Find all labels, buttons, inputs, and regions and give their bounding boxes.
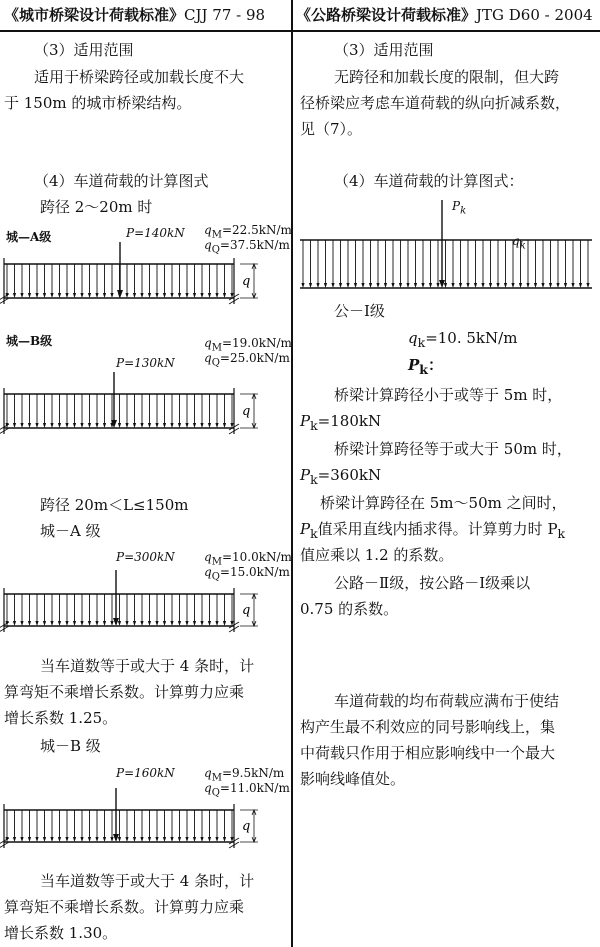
diagram-a-qQ: $q_Q=37.5kN/m$ (204, 238, 290, 256)
diagram-b-load (0, 358, 290, 440)
left-note1-l1: 当车道数等于或大于 4 条时，计 (40, 657, 255, 675)
right-qk-value: $q_k=10$. 5kN/m (408, 329, 518, 350)
right-dist-l3: 中荷载只作用于相应影响线中一个最大 (300, 744, 556, 762)
right-dist-l2: 构产生最不利效应的同号影响线上，集 (300, 718, 556, 736)
left-note2-l3: 增长系数 1.30。 (4, 924, 118, 942)
right-Pk-label: $P_k$： (408, 356, 443, 377)
dim-q-label: q (242, 274, 251, 289)
right-dist-l4: 影响线峰值处。 (300, 770, 406, 788)
dim-q-label: q (242, 603, 251, 618)
right-r3-l3: 值应乘以 1.2 的系数。 (300, 546, 454, 564)
right-diagram-load (292, 196, 600, 292)
right-header (296, 0, 593, 30)
right-r1-val: $P_k=180kN$ (300, 412, 382, 433)
point-load-head (439, 280, 445, 288)
right-s4-title: （4）车道荷载的计算图式： (334, 172, 524, 190)
right-g2-l1: 公路－Ⅱ级，按公路－Ⅰ级乘以 (334, 574, 531, 592)
right-header-title: 《公路桥梁设计荷载标准》 (296, 6, 477, 24)
right-header-code: JTG D60 - 2004 (476, 6, 593, 24)
right-grade1: 公－Ⅰ级 (334, 302, 385, 320)
diagram-b-qM: $q_M=19.0kN/m$ (204, 336, 292, 354)
point-load-head (117, 290, 123, 298)
diagram-a-qM: $q_M=22.5kN/m$ (204, 223, 292, 241)
right-s3-p3: 见（7）。 (300, 120, 363, 138)
left-note1-l3: 增长系数 1.25。 (4, 709, 118, 727)
diagram-a2-grade: 城－A 级 (40, 522, 101, 540)
left-note2-l2: 算弯矩不乘增长系数。计算剪力应乘 (4, 898, 245, 916)
diagram-b2-qQ: $q_Q=11.0kN/m$ (204, 781, 290, 799)
header-rule (0, 30, 600, 32)
diagram-a2-P: P=300kN (116, 550, 175, 564)
diagram-a-load (0, 238, 290, 310)
right-r3-l1: 桥梁计算跨径在 5m～50m 之间时， (320, 494, 567, 512)
right-r2-val: $P_k=360kN$ (300, 466, 382, 487)
left-note2-l1: 当车道数等于或大于 4 条时，计 (40, 872, 255, 890)
right-diagram-qk: $q_k$ (512, 234, 526, 252)
diagram-b-grade: 城—B级 (6, 334, 53, 348)
right-r1: 桥梁计算跨径小于或等于 5m 时， (334, 386, 563, 404)
right-s3-p1: 无跨径和加载长度的限制，但大跨 (334, 68, 560, 86)
left-span2: 跨径 20m＜L≤150m (40, 496, 189, 514)
left-note1-l2: 算弯矩不乘增长系数。计算剪力应乘 (4, 683, 245, 701)
diagram-b2-qM: $q_M=9.5kN/m$ (204, 766, 285, 784)
left-s4-title: （4）车道荷载的计算图式 (34, 172, 209, 190)
left-s3-p1: 适用于桥梁跨径或加载长度不大 (34, 68, 245, 86)
diagram-a2-load (0, 568, 290, 636)
dim-q-label: q (242, 404, 251, 419)
column-divider (291, 0, 293, 947)
left-s3-title: （3）适用范围 (34, 41, 134, 59)
right-r2: 桥梁计算跨径等于或大于 50m 时， (334, 440, 572, 458)
diagram-a-P: P=140kN (126, 226, 185, 240)
diagram-b2-load (0, 784, 290, 856)
left-header (4, 0, 265, 30)
right-s3-title: （3）适用范围 (334, 41, 434, 59)
right-dist-l1: 车道荷载的均布荷载应满布于使结 (334, 692, 560, 710)
left-header-title: 《城市桥梁设计荷载标准》 (4, 6, 185, 24)
diagram-b2-P: P=160kN (116, 766, 175, 780)
left-span1: 跨径 2～20m 时 (40, 198, 153, 216)
diagram-b2-grade: 城－B 级 (40, 737, 101, 755)
diagram-a-grade: 城—A级 (6, 230, 52, 244)
point-load-head (113, 834, 119, 842)
diagram-b-qQ: $q_Q=25.0kN/m$ (204, 351, 290, 369)
right-s3-p2: 径桥梁应考虑车道荷载的纵向折减系数， (300, 94, 571, 112)
right-r3-l2: $P_k$值采用直线内插求得。计算剪力时 $P_k$ (300, 520, 566, 541)
point-load-head (113, 618, 119, 626)
left-s3-p2: 于 150m 的城市桥梁结构。 (4, 94, 192, 112)
diagram-a2-qM: $q_M=10.0kN/m$ (204, 550, 292, 568)
right-g2-l2: 0.75 的系数。 (300, 600, 399, 618)
dim-q-label: q (242, 819, 251, 834)
right-diagram-Pk: $P_k$ (452, 199, 467, 217)
left-header-code: CJJ 77 - 98 (184, 6, 266, 24)
diagram-a2-qQ: $q_Q=15.0kN/m$ (204, 565, 290, 583)
diagram-b-P: P=130kN (116, 356, 175, 370)
